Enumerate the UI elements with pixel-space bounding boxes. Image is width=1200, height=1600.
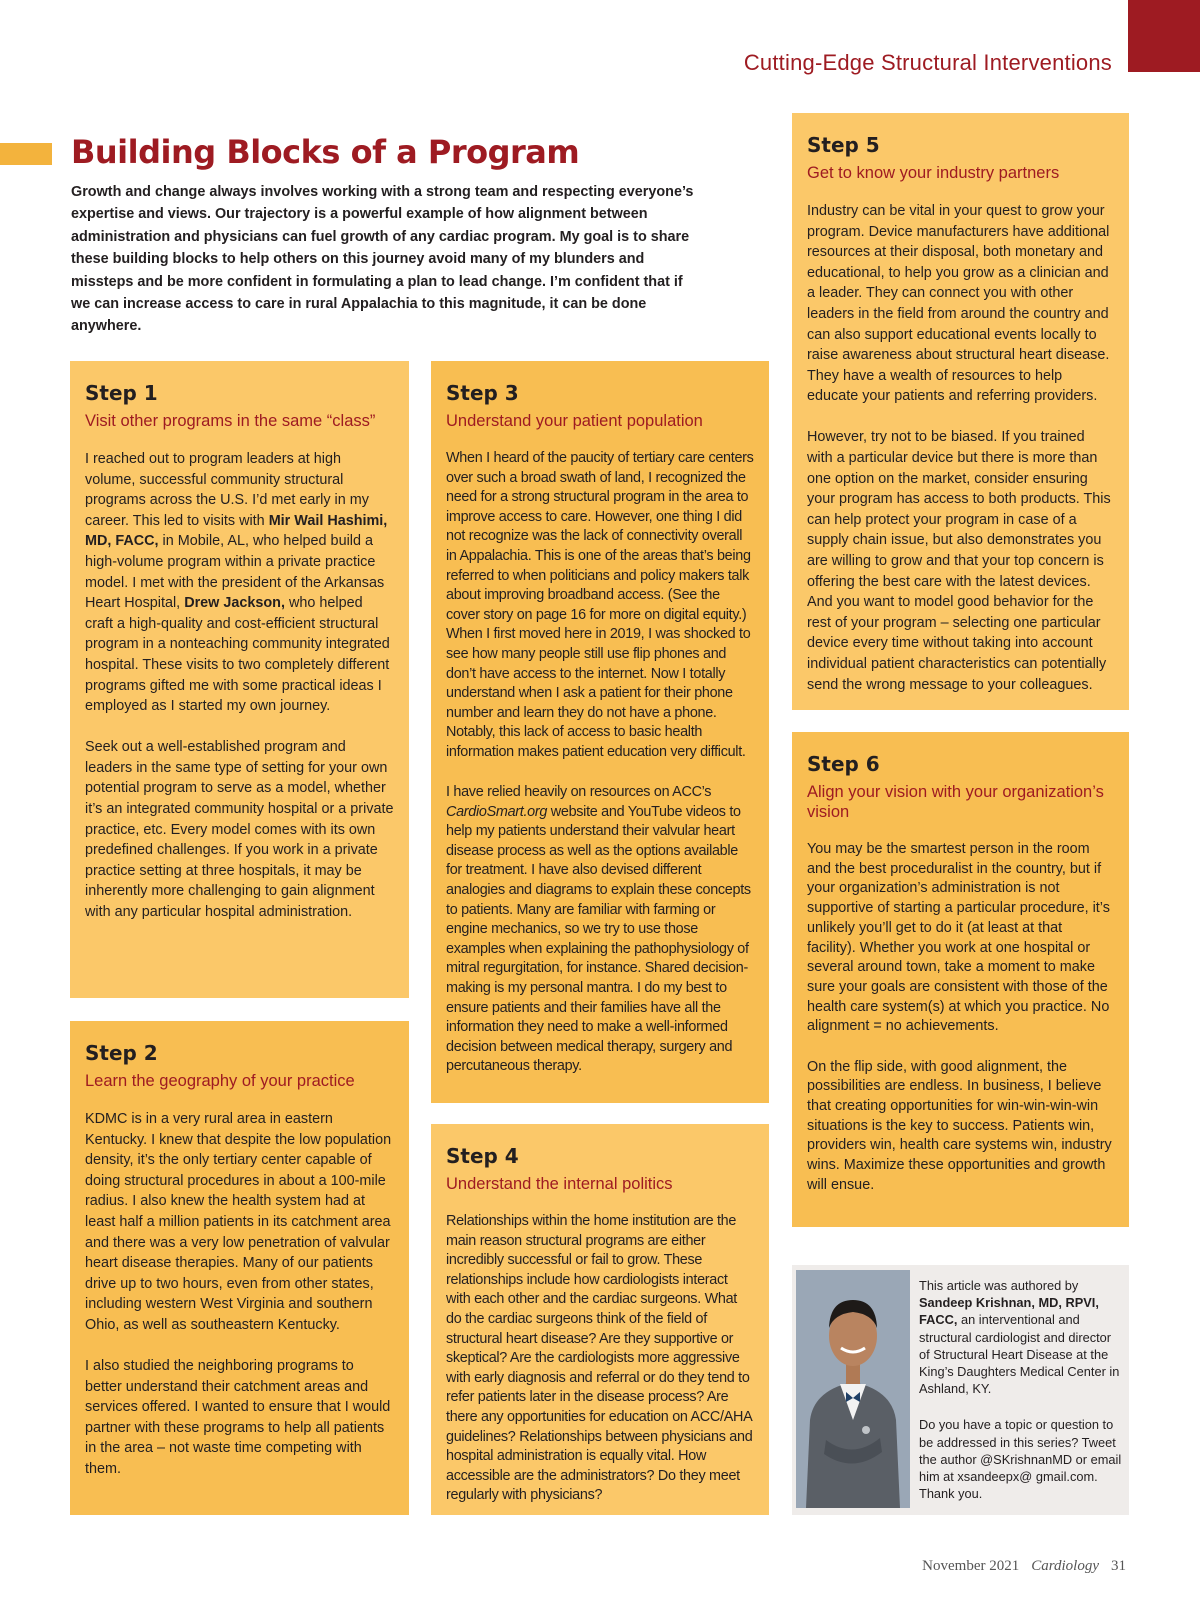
step-6-box <box>792 732 1129 1227</box>
step-6-label: Step 6 <box>807 752 880 776</box>
step-3-paragraph <box>446 783 754 1077</box>
step-5-paragraph: However, try not to be biased. If you trained with a particular device but there is more than one option on the market, consider ensuring your program has access to both products. This can help protect your program in case of a supply chain issue, but also demonstrates you are willing to grow and that your top concern is offering the best care with the latest devices. And you want to model good behavior for the rest of your program – selecting one particular device every time without taking into account individual patient characteristics can potentially send the wrong message to your colleagues. <box>807 429 1111 693</box>
author-credit <box>919 1277 1124 1521</box>
step-5-box <box>792 113 1129 710</box>
step-2-paragraph: KDMC is in a very rural area in eastern Kentucky. I knew that despite the low population density, it’s the only tertiary center capable of doing structural procedures in about a 100-mile radius. I also knew the health system had at least half a million patients in its catchment area and there was a very low penetration of valvular heart disease therapies. Many of our patients drive up to two hours, even from other states, including western West Virginia and southern Ohio, as well as southeastern Kentucky. <box>85 1111 392 1333</box>
title-accent-bar <box>0 143 52 165</box>
step-3-body <box>446 449 754 1077</box>
step-1-label: Step 1 <box>85 381 158 405</box>
text-run: website and YouTube videos to help my patients understand their valvular heart disease process as well as the options available for treatment. I have also devised different analogies and diagrams to explain these concepts to patients. Many are familiar with farming or engine mechanics, so we try to use those examples when explaining the pathophysiology of mitral regurgitation, for instance. Shared decision-making is my personal mantra. I do my best to ensure patients and their families have all the information they need to make a well-informed decision between medical therapy, surgery and percutaneous therapy. <box>446 803 751 1075</box>
author-photo <box>796 1270 910 1508</box>
person-name: Mir Wail Hashimi, MD, FACC, <box>85 512 388 550</box>
step-6-paragraph: You may be the smartest person in the room and the best proceduralist in the country, but if your organization’s administration is not supportive of starting a particular procedure, it’s unlikely you’ll get to do it (at least at that facility). Whether you work at one hospital or several around town, take a moment to make sure your goals are consistent with those of the health care system(s) at which you practice. No alignment = no achievements. <box>807 841 1110 1035</box>
article-title: Building Blocks of a Program <box>71 133 580 171</box>
step-6-subtitle: Align your vision with your organization’s vision <box>807 783 1104 821</box>
corner-accent-block <box>1128 0 1200 72</box>
step-1-paragraph <box>85 449 394 717</box>
step-4-paragraph: Relationships within the home institution are the main reason structural programs are either incredibly successful or fail to grow. These relationships include how cardiologists interact with each other and the cardiac surgeons. What do the cardiac surgeons think of the field of structural heart disease? Are they supportive or skeptical? Are the cardiologists more aggressive with early diagnosis and referral or do they tend to refer patients later in the disease process? Are there any opportunities for education on ACC/AHA guidelines? Relationships between physicians and hospital administration is equally vital. How accessible are the administrators? Do they meet regularly with physicians? <box>446 1213 753 1504</box>
issue-date: November 2021 <box>922 1558 1020 1574</box>
magazine-name: Cardiology <box>1031 1558 1099 1574</box>
step-5-paragraph: Industry can be vital in your quest to grow your program. Device manufacturers have additional resources at their disposal, both monetary and educational, to help you grow as a clinician and a leader. They can connect you with other leaders in the field from around the country and can also support educational events locally to raise awareness about structural heart disease. They have a wealth of resources to help educate your patients and referring providers. <box>807 203 1110 405</box>
text-run: an interventional and structural cardiologist and director of Structural Heart Disease at the King’s Daughters Medical Center in Ashland, KY. <box>919 1312 1120 1397</box>
step-1-box <box>70 361 409 998</box>
page-footer <box>922 1558 1126 1575</box>
text-run: who helped craft a high-quality and cost-efficient structural program in a nonteaching community integrated hospital. These visits to two completely different programs gifted me with some practical ideas I employed as I started my own journey. <box>85 595 390 715</box>
article-intro: Growth and change always involves working with a strong team and respecting everyone’s expertise and views. Our trajectory is a powerful example of how alignment between administration and physicians can fuel growth of any cardiac program. My goal is to share these building blocks to help others on this journey avoid many of my blunders and missteps and be more confident in formulating a plan to lead change. I’m confident that if we can increase access to care in rural Appalachia to this magnitude, it can be done anywhere. <box>71 184 694 335</box>
step-1-body <box>85 449 394 923</box>
page-number: 31 <box>1111 1558 1126 1574</box>
step-2-subtitle: Learn the geography of your practice <box>85 1072 355 1090</box>
step-4-body <box>446 1212 754 1506</box>
step-1-paragraph: Seek out a well-established program and leaders in the same type of setting for your own potential program to serve as a model, whether it’s an integrated community hospital or a private practice, etc. Every model comes with its own predefined challenges. If you work in a private practice setting at three hospitals, it may be inherently more challenging to gain alignment with any particular hospital administration. <box>85 739 394 920</box>
section-title: Cutting-Edge Structural Interventions <box>743 50 1112 75</box>
step-3-label: Step 3 <box>446 381 519 405</box>
step-6-paragraph: On the flip side, with good alignment, the possibilities are endless. In business, I believe that creating opportunities for win-win-win-win situations is the key to success. Patients win, providers win, health care systems win, industry wins. Maximize these opportunities and growth will ensue. <box>807 1058 1112 1193</box>
step-4-subtitle: Understand the internal politics <box>446 1175 673 1193</box>
text-run: This article was authored by <box>919 1278 1079 1293</box>
step-5-label: Step 5 <box>807 133 880 157</box>
text-run: in Mobile, AL, who helped build a high-volume program within a private practice model. I met with the president of the Arkansas Heart Hospital, <box>85 533 385 612</box>
author-name: Sandeep Krishnan, MD, RPVI, FACC, <box>919 1295 1099 1328</box>
person-name: Drew Jackson, <box>184 595 285 612</box>
step-2-label: Step 2 <box>85 1041 158 1065</box>
portrait-illustration <box>796 1270 910 1508</box>
step-4-box <box>431 1124 769 1515</box>
step-3-paragraph: When I heard of the paucity of tertiary care centers over such a broad swath of land, I recognized the need for a strong structural program in the area to improve access to care. However, one thing I did not recognize was the lack of connectivity overall in Appalachia. This is one of the areas that’s being referred to when politicians and policy makers talk about improving broadband access. (See the cover story on page 16 for more on digital equity.) When I first moved here in 2019, I was shocked to see how many people still use flip phones and don’t have access to the internet. Now I totally understand when I ask a patient for their phone number and learn they do not have a phone. Notably, this lack of access to basic health information makes patient education very difficult. <box>446 450 754 760</box>
text-run: I reached out to program leaders at high volume, successful community structural programs across the U.S. I’d met early in my career. This led to visits with <box>85 451 369 529</box>
step-1-subtitle: Visit other programs in the same “class” <box>85 412 376 430</box>
step-2-body <box>85 1109 394 1480</box>
step-4-label: Step 4 <box>446 1144 519 1168</box>
website-name: CardioSmart.org <box>446 803 548 820</box>
author-contact: Do you have a topic or question to be addressed in this series? Tweet the author @SKrishnanMD or email him at xsandeepx@ gmail.com. Thank you. <box>919 1417 1122 1502</box>
step-5-subtitle: Get to know your industry partners <box>807 164 1060 182</box>
text-run: I have relied heavily on resources on ACC’s <box>446 784 712 800</box>
author-bio <box>919 1277 1124 1397</box>
step-3-box <box>431 361 769 1103</box>
step-2-paragraph: I also studied the neighboring programs to better understand their catchment areas and services offered. I wanted to ensure that I would partner with these programs to help all patients in the area – not waste time competing with them. <box>85 1358 391 1477</box>
step-5-body <box>807 201 1114 695</box>
step-2-box <box>70 1021 409 1515</box>
step-3-subtitle: Understand your patient population <box>446 412 703 430</box>
step-6-body <box>807 840 1114 1195</box>
